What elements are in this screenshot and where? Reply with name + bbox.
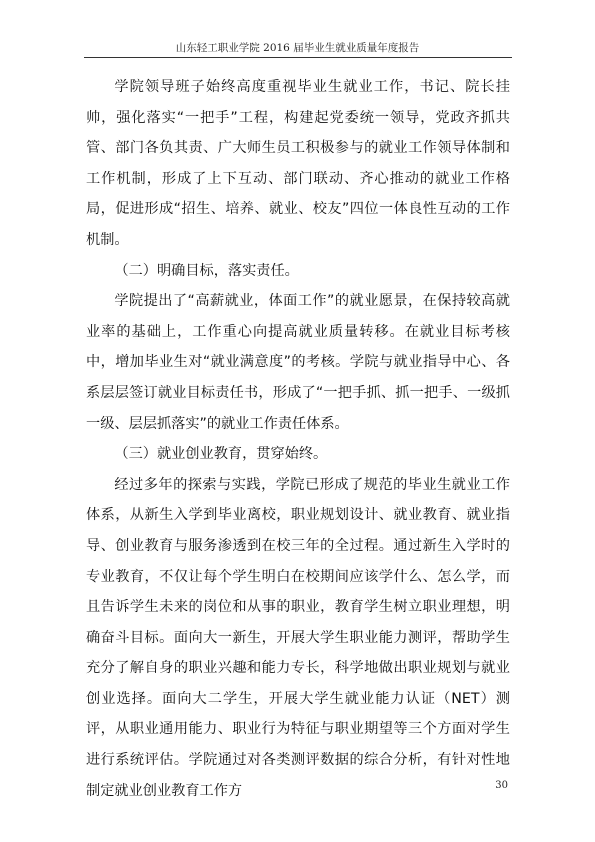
- section-heading-education: （三）就业创业教育，贯穿始终。: [114, 446, 328, 463]
- paragraph-goals: 学院提出了“高薪就业，体面工作”的就业愿景，在保持较高就业率的基础上，工作重心向提高就业质量转移。在就业目标考核中，增加毕业生对“就业满意度”的考核。学院与就业指导中心、各系层层签订就业目标责任书，形成了“一把手抓、抓一把手、一级抓一级、层层抓落实”的就业工作责任体系。: [86, 293, 510, 432]
- page-number: 30: [495, 780, 508, 791]
- paragraph-education: 经过多年的探索与实践，学院已形成了规范的毕业生就业工作体系，从新生入学到毕业离校，职业规划设计、就业教育、就业指导、创业教育与服务渗透到在校三年的全过程。通过新生入学时的专业教育，不仅让每个学生明白在校期间应该学什么、怎么学，而且告诉学生未来的岗位和从事的职业，教育学生树立职业理想，明确奋斗目标。面向大一新生，开展大学生职业能力测评，帮助学生充分了解自身的职业兴趣和能力专长，科学地做出职业规划与就业创业选择。面向大二学生，开展大学生就业能力认证（NET）测评，从职业通用能力、职业行为特征与职业期望等三个方面对学生进行系统评估。学院通过对各类测评数据的综合分析，有针对性地制定就业创业教育工作方: [86, 476, 510, 799]
- body-text: [86, 72, 510, 806]
- header-rule: [84, 57, 512, 58]
- paragraph-leadership: 学院领导班子始终高度重视毕业生就业工作，书记、院长挂帅，强化落实“一把手”工程，构建起党委统一领导，党政齐抓共管、部门各负其责、广大师生员工积极参与的就业工作领导体制和工作机制，形成了上下互动、部门联动、齐心推动的就业工作格局，促进形成“招生、培养、就业、校友”四位一体良性互动的工作机制。: [86, 79, 510, 248]
- running-header: 山东轻工职业学院 2016 届毕业生就业质量年度报告: [175, 42, 420, 54]
- section-heading-goals: （二）明确目标，落实责任。: [114, 262, 299, 279]
